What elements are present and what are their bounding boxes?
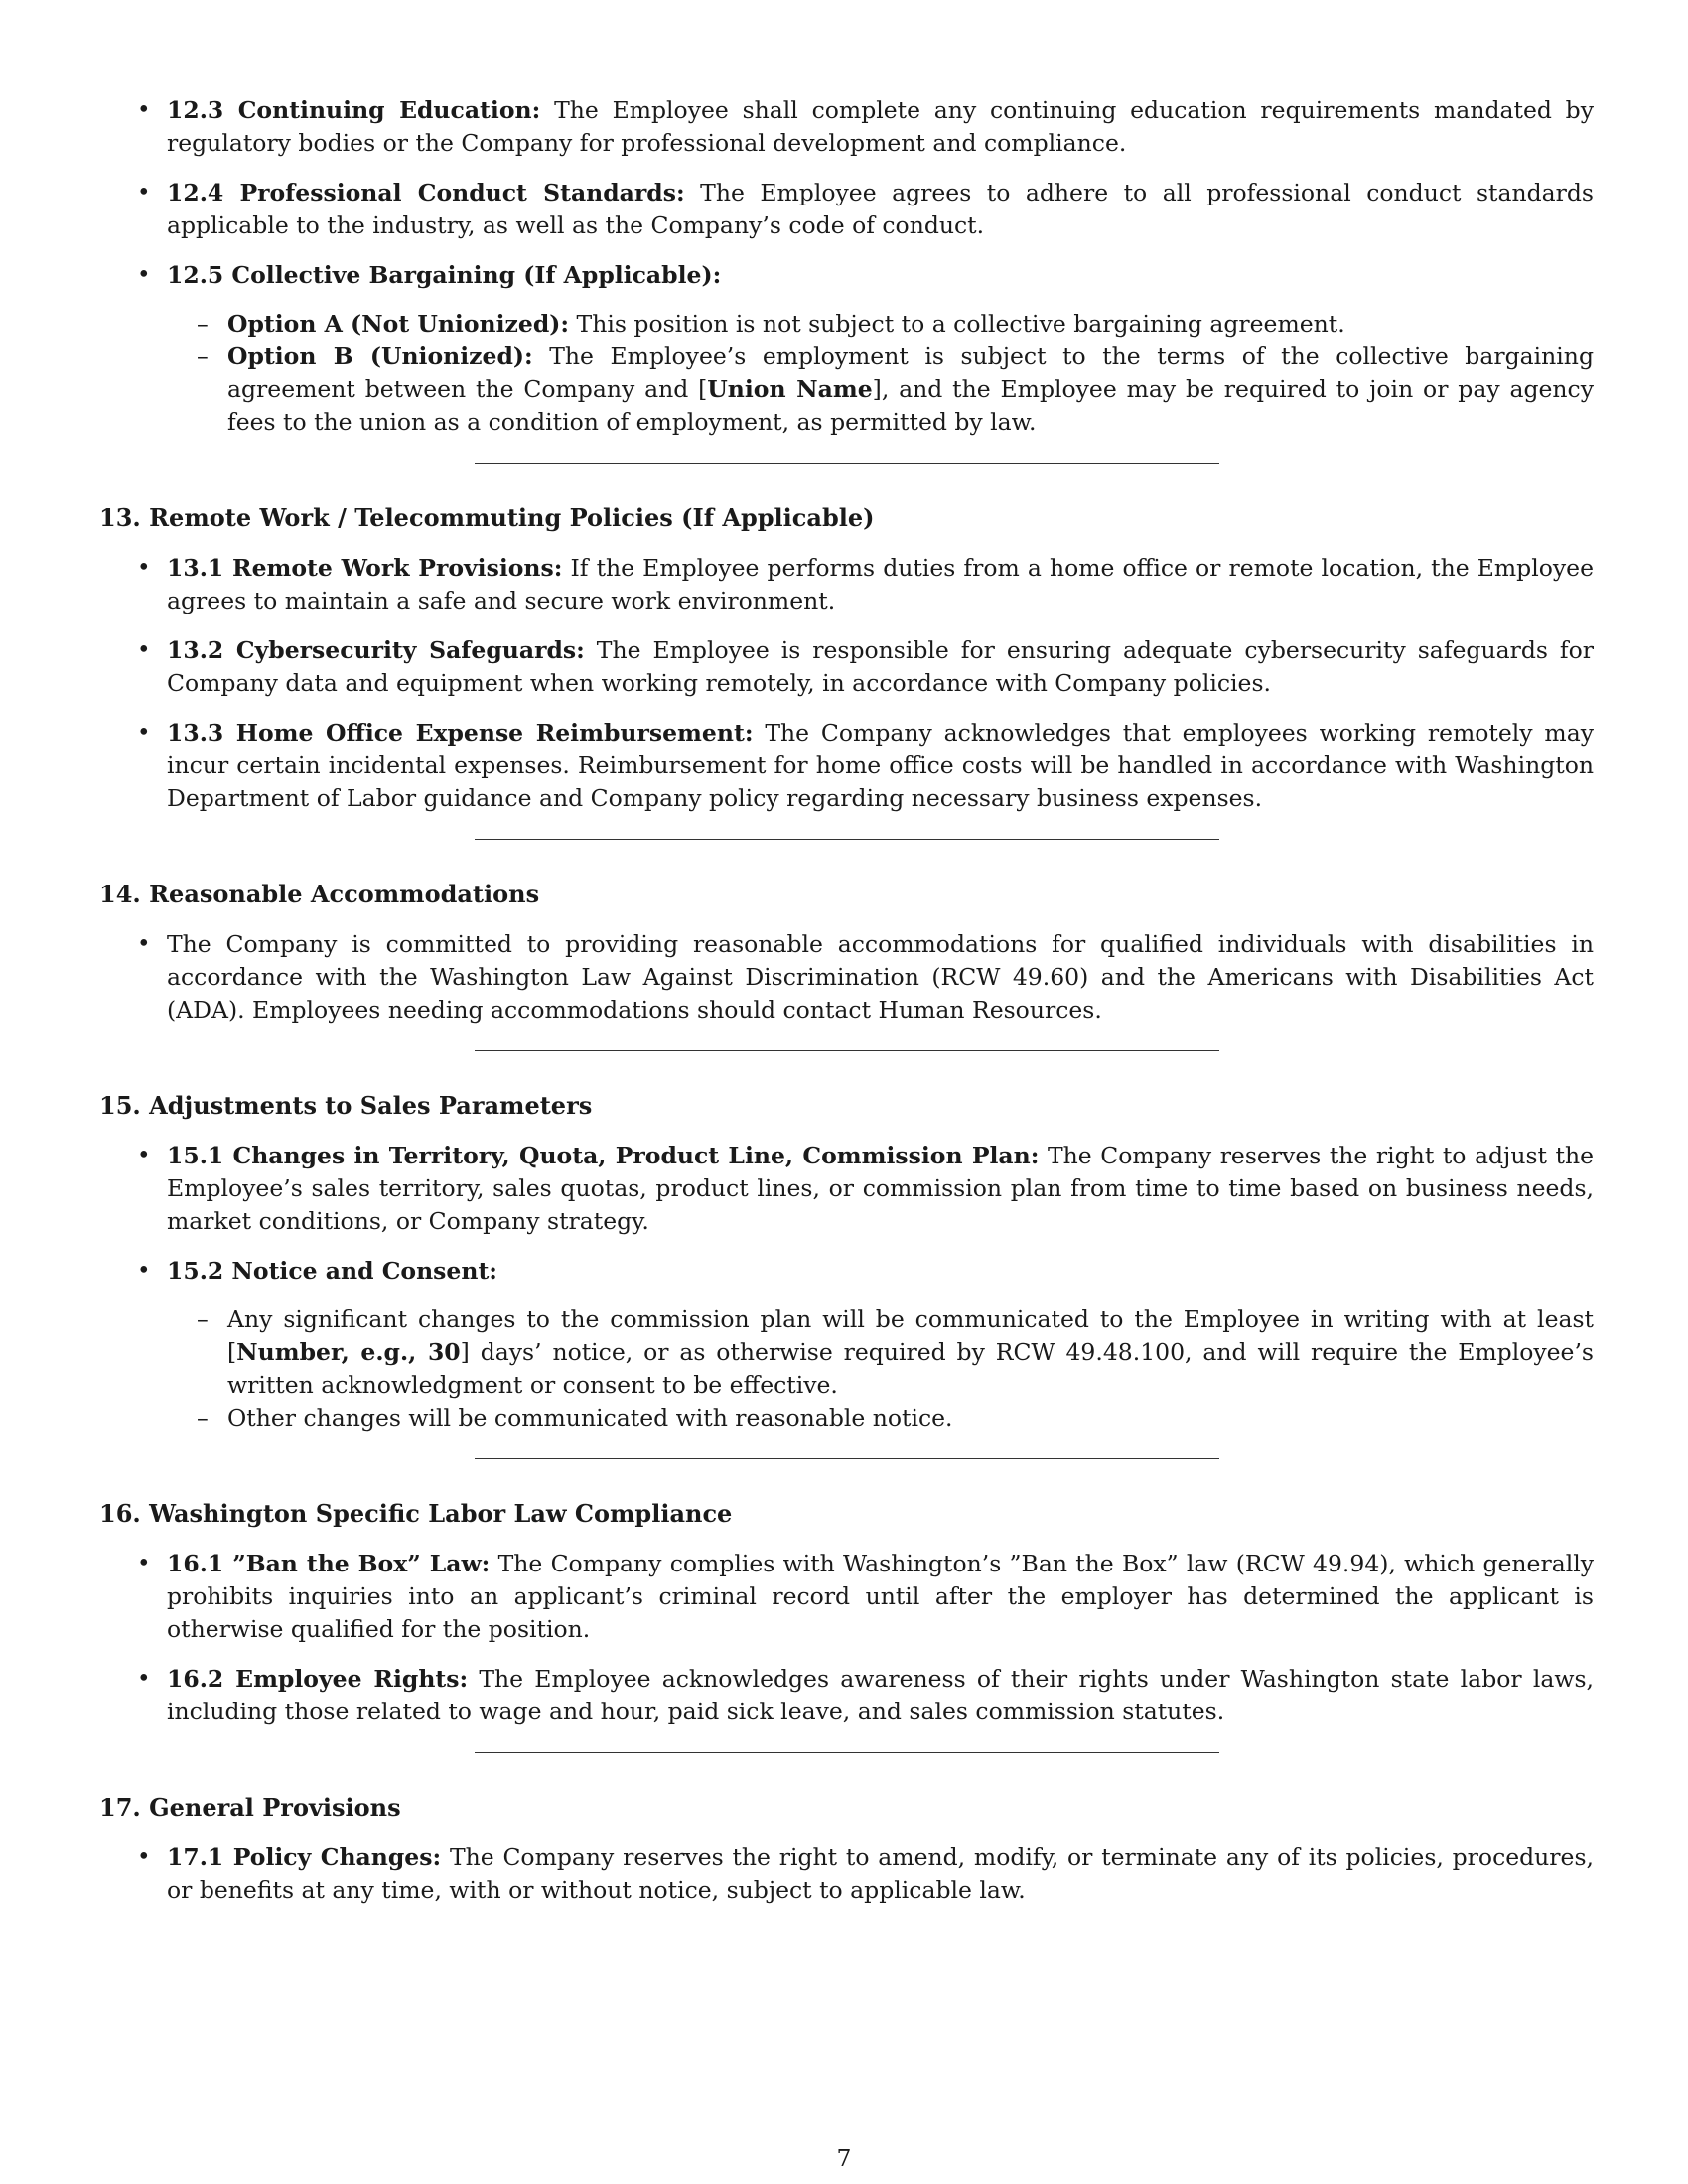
union-name-placeholder: Union Name	[707, 375, 873, 403]
section-divider	[475, 1050, 1219, 1051]
section-14-heading: 14. Reasonable Accommodations	[99, 880, 540, 908]
clause-15-2-subitems	[167, 1303, 1594, 1434]
option-b: – Option B (Unionized): The Employee’s employment is subject to the terms of the collective bargaining agreement between the Company and [Union Name], and the Employee may be required to join or pay agency fees to the union as a condition of employment, as permitted by law.	[167, 341, 1594, 439]
section-13-heading: 13. Remote Work / Telecommuting Policies (If Applicable)	[99, 503, 875, 532]
section-13-list	[99, 552, 1594, 815]
clause-13-3: • 13.3 Home Office Expense Reimbursement: The Company acknowledges that employees working remotely may incur certain incidental expenses. Reimbursement for home office costs will be handled in accordance with Washington Department of Labor guidance and Company policy regarding necessary business expenses.	[99, 717, 1594, 815]
section-16-list	[99, 1548, 1594, 1728]
days-number-placeholder: Number, e.g., 30	[236, 1338, 461, 1366]
clause-17-1: • 17.1 Policy Changes: The Company reserves the right to amend, modify, or terminate any of its policies, procedures, or benefits at any time, with or without notice, subject to applicable law.	[99, 1842, 1594, 1907]
page-number: 7	[836, 2144, 852, 2172]
section-divider	[475, 1752, 1219, 1753]
section-14-list	[99, 928, 1594, 1026]
section-17-list	[99, 1842, 1594, 1907]
clause-12-5: • 12.5 Collective Bargaining (If Applicable): – Option A (Not Unionized): This position is not subject to a collective bargaining agreement. – Option B (Unionized): The Employee’s employment is subject to the terms of the collective bargaining agreement between the Company and [Union Name], and the Employee may be required to join or pay agency fees to the union as a condition of employment, as permitted by law.	[99, 259, 1594, 439]
section-divider	[475, 463, 1219, 464]
section-15-heading: 15. Adjustments to Sales Parameters	[99, 1091, 593, 1120]
clause-15-2: • 15.2 Notice and Consent: – Any significant changes to the commission plan will be communicated to the Employee in writing with at least [Number, e.g., 30] days’ notice, or as otherwise required by RCW 49.48.100, and will require the Employee’s written acknowledgment or consent to be effective. – Other changes will be communicated with reasonable notice.	[99, 1255, 1594, 1434]
section-15-list	[99, 1140, 1594, 1434]
notice-subitem: – Any significant changes to the commission plan will be communicated to the Employee in writing with at least [Number, e.g., 30] days’ notice, or as otherwise required by RCW 49.48.100, and will require the Employee’s written acknowledgment or consent to be effective.	[167, 1303, 1594, 1402]
clause-12-5-options	[167, 308, 1594, 439]
clause-16-2: • 16.2 Employee Rights: The Employee acknowledges awareness of their rights under Washington state labor laws, including those related to wage and hour, paid sick leave, and sales commission statutes.	[99, 1663, 1594, 1728]
clause-12-4: • 12.4 Professional Conduct Standards: The Employee agrees to adhere to all professional conduct standards applicable to the industry, as well as the Company’s code of conduct.	[99, 177, 1594, 242]
option-a: – Option A (Not Unionized): This position is not subject to a collective bargaining agreement.	[167, 308, 1594, 341]
clause-13-1: • 13.1 Remote Work Provisions: If the Employee performs duties from a home office or remote location, the Employee agrees to maintain a safe and secure work environment.	[99, 552, 1594, 617]
section-17-heading: 17. General Provisions	[99, 1793, 401, 1822]
document-page	[99, 94, 1594, 1924]
section-16-heading: 16. Washington Specific Labor Law Compliance	[99, 1499, 733, 1528]
clause-14-body: • The Company is committed to providing reasonable accommodations for qualified individuals with disabilities in accordance with the Washington Law Against Discrimination (RCW 49.60) and the Americans with Disabilities Act (ADA). Employees needing accommodations should contact Human Resources.	[99, 928, 1594, 1026]
clause-15-1: • 15.1 Changes in Territory, Quota, Product Line, Commission Plan: The Company reserves the right to adjust the Employee’s sales territory, sales quotas, product lines, or commission plan from time to time based on business needs, market conditions, or Company strategy.	[99, 1140, 1594, 1238]
clause-16-1: • 16.1 ”Ban the Box” Law: The Company complies with Washington’s ”Ban the Box” law (RCW 49.94), which generally prohibits inquiries into an applicant’s criminal record until after the employer has determined the applicant is otherwise qualified for the position.	[99, 1548, 1594, 1646]
section-divider	[475, 839, 1219, 840]
clause-12-3: • 12.3 Continuing Education: The Employee shall complete any continuing education requirements mandated by regulatory bodies or the Company for professional development and compliance.	[99, 94, 1594, 160]
other-changes-subitem: – Other changes will be communicated with reasonable notice.	[167, 1402, 1594, 1434]
clause-13-2: • 13.2 Cybersecurity Safeguards: The Employee is responsible for ensuring adequate cybersecurity safeguards for Company data and equipment when working remotely, in accordance with Company policies.	[99, 634, 1594, 700]
section-12-list	[99, 94, 1594, 439]
section-divider	[475, 1458, 1219, 1459]
